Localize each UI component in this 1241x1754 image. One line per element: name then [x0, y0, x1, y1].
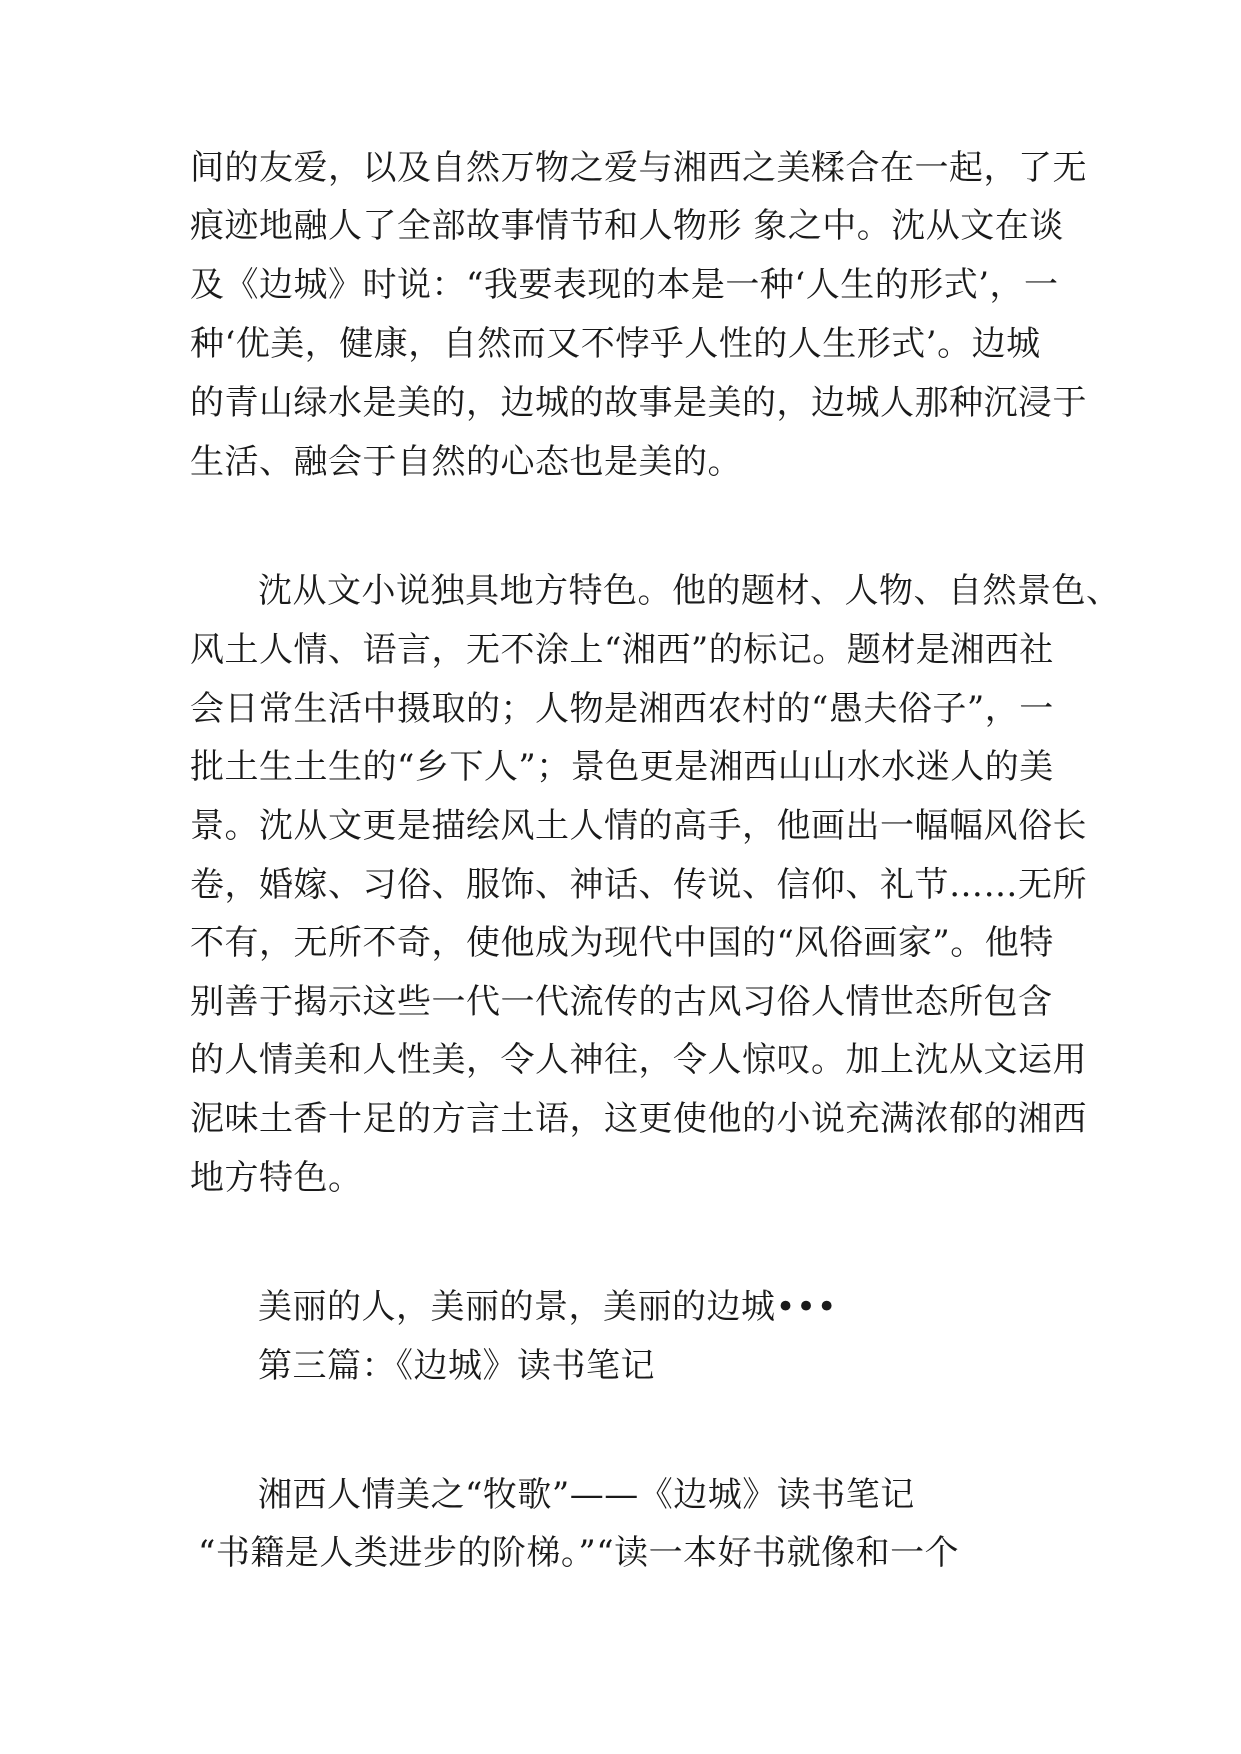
paragraph-2-line-5: 景。沈从文更是描绘风土人情的高手，他画出一幅幅风俗长 — [190, 806, 1087, 846]
paragraph-2-line-1: 沈从文小说独具地方特色。他的题材、人物、自然景色、 — [258, 571, 1121, 611]
paragraph-1-line-2: 痕迹地融人了全部故事情节和人物形 象之中。沈从文在谈 — [190, 206, 1064, 246]
paragraph-2-line-4: 批土生土生的“乡下人”；景色更是湘西山山水水迷人的美 — [190, 747, 1054, 787]
paragraph-2-line-6: 卷，婚嫁、习俗、服饰、神话、传说、信仰、礼节……无所 — [190, 865, 1087, 905]
paragraph-1-line-3: 及《边城》时说：“我要表现的本是一种‘人生的形式’，一 — [190, 265, 1059, 305]
paragraph-2-line-10: 泥味土香十足的方言土语，这更使他的小说充满浓郁的湘西 — [190, 1099, 1087, 1139]
paragraph-1-line-6: 生活、融会于自然的心态也是美的。 — [190, 442, 742, 482]
paragraph-2-line-11: 地方特色。 — [190, 1158, 363, 1198]
paragraph-2-line-2: 风土人情、语言，无不涂上“湘西”的标记。题材是湘西社 — [190, 630, 1054, 670]
essay-opening-line: “书籍是人类进步的阶梯。”“读一本好书就像和一个 — [198, 1533, 960, 1573]
paragraph-2-line-7: 不有，无所不奇，使他成为现代中国的“风俗画家”。他特 — [190, 923, 1054, 963]
essay-title: 湘西人情美之“牧歌”——《边城》读书笔记 — [258, 1475, 915, 1515]
paragraph-2-line-3: 会日常生活中摄取的；人物是湘西农村的“愚夫俗子”，一 — [190, 689, 1054, 729]
paragraph-2-line-8: 别善于揭示这些一代一代流传的古风习俗人情世态所包含 — [190, 982, 1053, 1022]
closing-line: 美丽的人，美丽的景，美丽的边城••• — [258, 1287, 838, 1327]
paragraph-2-line-9: 的人情美和人性美，令人神往，令人惊叹。加上沈从文运用 — [190, 1040, 1087, 1080]
paragraph-1-line-1: 间的友爱，以及自然万物之爱与湘西之美糅合在一起，了无 — [190, 148, 1087, 188]
paragraph-1-line-5: 的青山绿水是美的，边城的故事是美的，边城人那种沉浸于 — [190, 383, 1087, 423]
section-heading: 第三篇：《边城》读书笔记 — [258, 1346, 655, 1386]
paragraph-1-line-4: 种‘优美，健康，自然而又不悖乎人性的人生形式’。边城 — [190, 324, 1041, 364]
